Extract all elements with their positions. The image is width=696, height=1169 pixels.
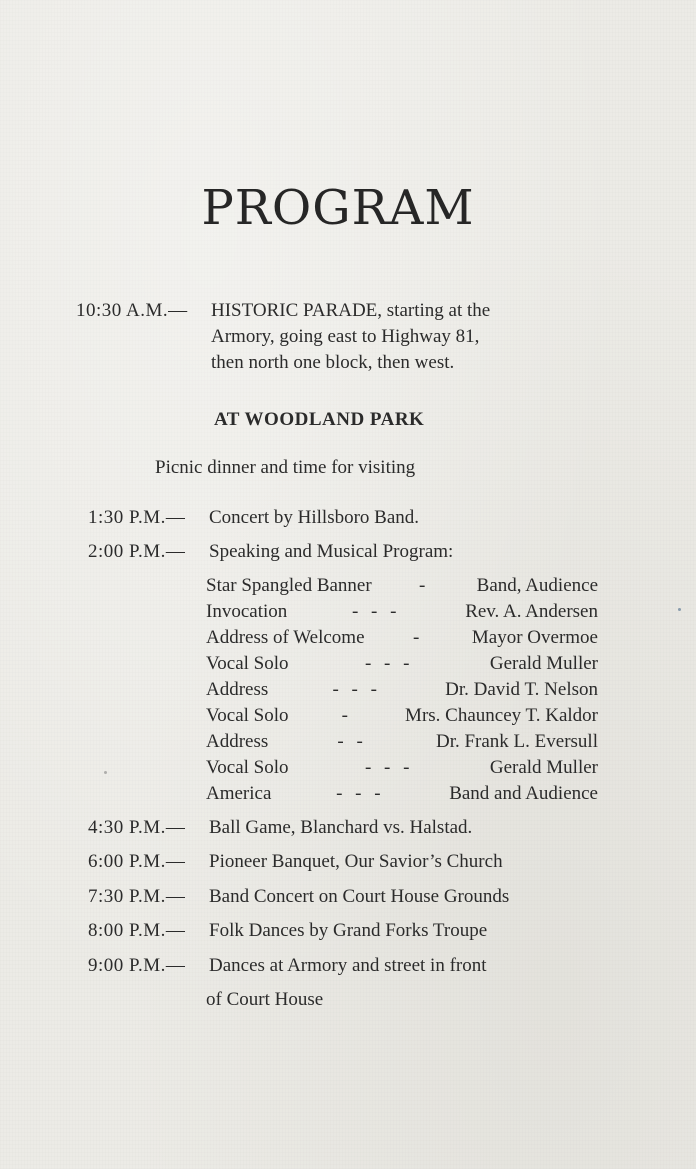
program-item — [206, 651, 598, 677]
program-item-performer: Band, Audience — [476, 575, 598, 596]
concert-time: 1:30 P.M.— — [88, 507, 186, 528]
event-time: 6:00 P.M.— — [88, 851, 186, 872]
program-item-dash: - — [413, 627, 424, 648]
picnic-line: Picnic dinner and time for visiting — [155, 457, 416, 478]
program-item-performer: Mrs. Chauncey T. Kaldor — [405, 705, 598, 726]
program-item-performer: Gerald Muller — [489, 653, 598, 674]
program-item-dash: - — [341, 705, 352, 726]
program-item-dash: - - - — [351, 601, 401, 622]
program-item-performer: Rev. A. Andersen — [465, 601, 598, 622]
event-time: 4:30 P.M.— — [88, 817, 186, 838]
program-item — [206, 677, 598, 703]
event-text: Dances at Armory and street in front — [209, 955, 487, 976]
program-item — [206, 781, 598, 807]
program-item-dash: - - - — [364, 653, 414, 674]
program-item — [206, 755, 598, 781]
program-item-title: Address of Welcome — [206, 627, 365, 648]
concert-text: Concert by Hillsboro Band. — [209, 507, 420, 528]
speaking-text: Speaking and Musical Program: — [209, 541, 454, 562]
program-item — [206, 729, 598, 755]
program-item — [206, 625, 598, 651]
program-item-title: America — [206, 783, 272, 804]
parade-line-1: HISTORIC PARADE, starting at the — [211, 300, 491, 321]
parade-line-2: Armory, going east to Highway 81, — [211, 326, 480, 347]
program-item-title: Star Spangled Banner — [206, 575, 372, 596]
speaking-time: 2:00 P.M.— — [88, 541, 186, 562]
program-item-dash: - - - — [332, 679, 381, 700]
location-heading: AT WOODLAND PARK — [214, 409, 425, 430]
program-item-dash: - - — [337, 731, 367, 752]
program-item — [206, 599, 598, 625]
program-item-dash: - - - — [336, 783, 385, 804]
parade-time: 10:30 A.M.— — [76, 300, 188, 321]
program-item — [206, 703, 598, 729]
program-item-title: Address — [206, 731, 269, 752]
event-time: 8:00 P.M.— — [88, 920, 186, 941]
program-item-title: Vocal Solo — [206, 653, 289, 674]
program-item-performer: Gerald Muller — [489, 757, 598, 778]
program-item-performer: Band and Audience — [449, 783, 598, 804]
program-item-title: Vocal Solo — [206, 705, 289, 726]
program-item-dash: - — [419, 575, 430, 596]
program-item-title: Vocal Solo — [206, 757, 289, 778]
event-time: 9:00 P.M.— — [88, 955, 186, 976]
program-item-performer: Mayor Overmoe — [471, 627, 598, 648]
event-text: Pioneer Banquet, Our Savior’s Church — [209, 851, 503, 872]
program-item-title: Invocation — [206, 601, 288, 622]
event-text-continued: of Court House — [206, 989, 324, 1010]
program-item-performer: Dr. Frank L. Eversull — [435, 731, 598, 752]
paper-speck — [678, 608, 681, 611]
program-item — [206, 573, 598, 599]
program-item-dash: - - - — [364, 757, 414, 778]
event-text: Ball Game, Blanchard vs. Halstad. — [209, 817, 473, 838]
parade-line-3: then north one block, then west. — [211, 352, 455, 373]
program-item-title: Address — [206, 679, 269, 700]
event-text: Band Concert on Court House Grounds — [209, 886, 510, 907]
event-text: Folk Dances by Grand Forks Troupe — [209, 920, 488, 941]
paper-speck — [104, 771, 107, 774]
page-title: PROGRAM — [201, 180, 475, 236]
program-item-performer: Dr. David T. Nelson — [445, 679, 598, 700]
event-time: 7:30 P.M.— — [88, 886, 186, 907]
